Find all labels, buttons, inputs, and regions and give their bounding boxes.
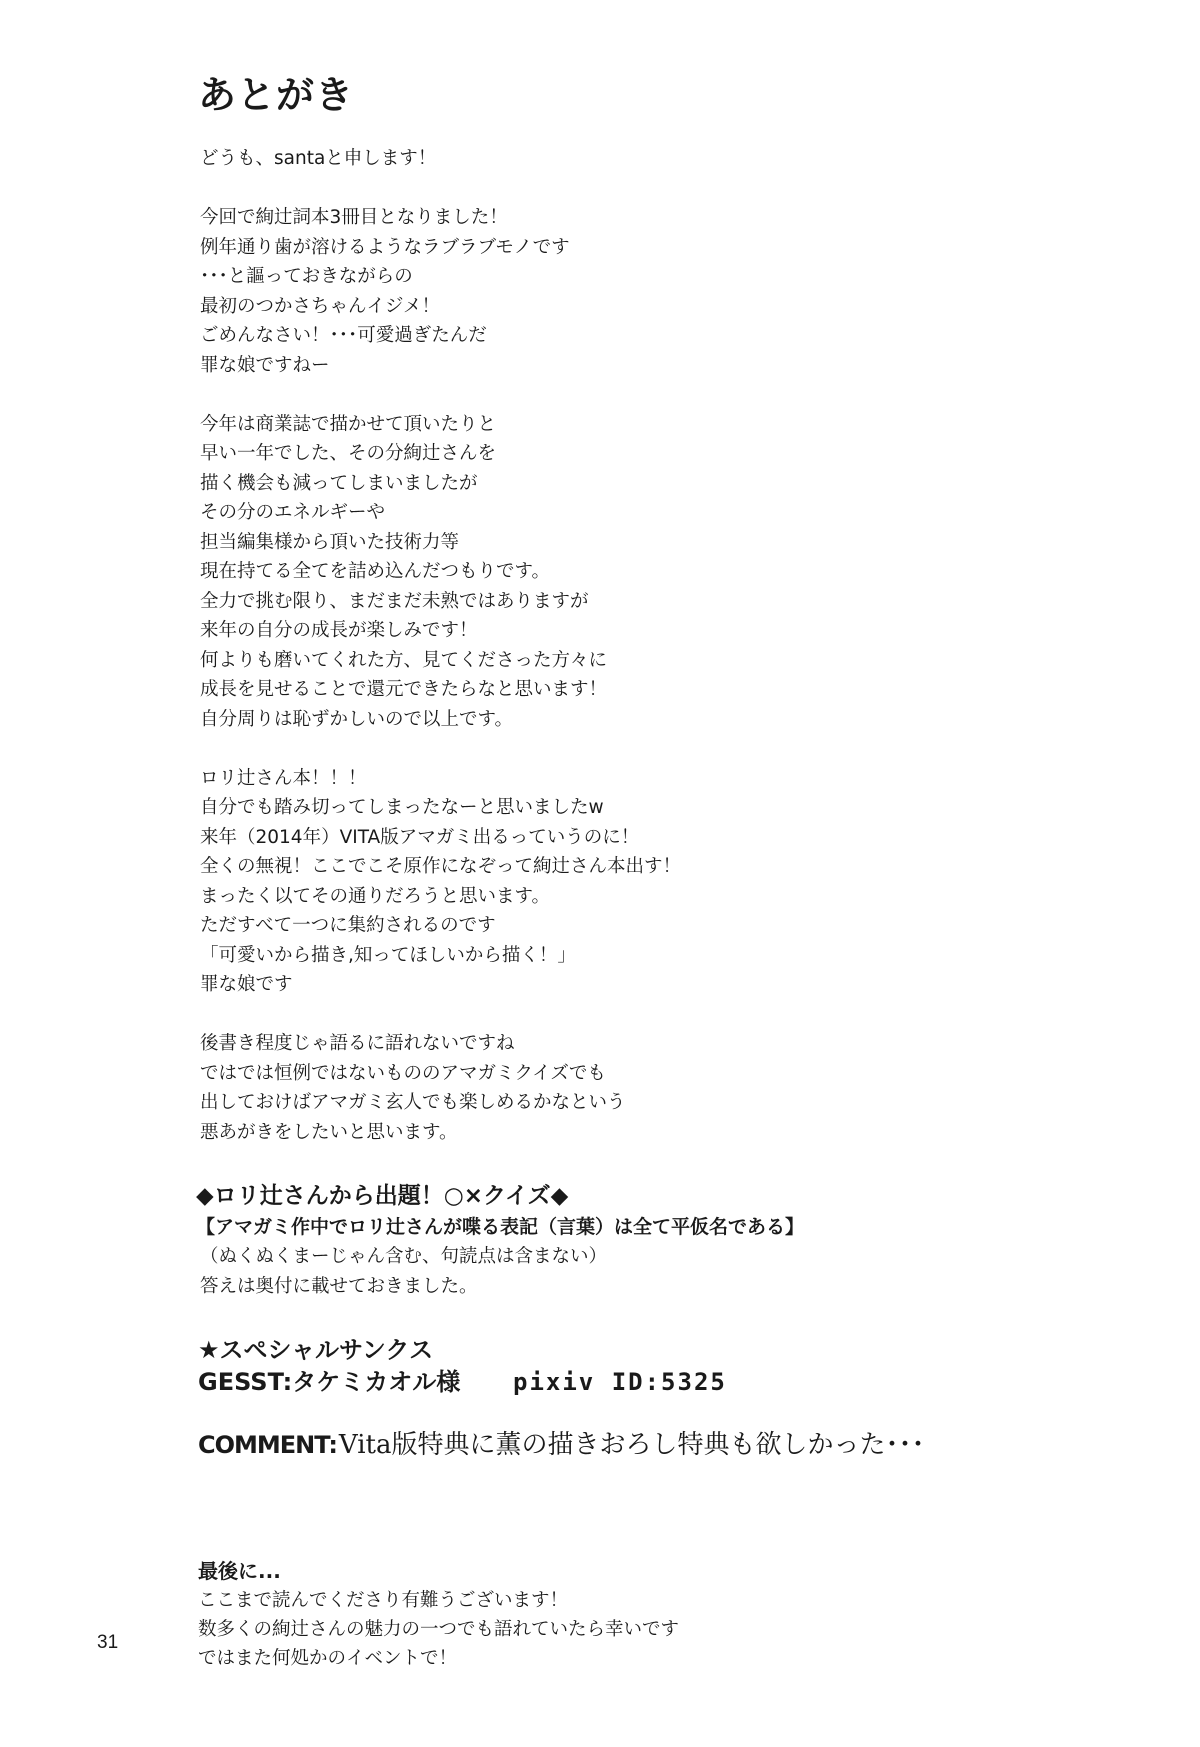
page-number: 31 xyxy=(97,1632,119,1653)
special-thanks-section xyxy=(198,1334,1098,1398)
guest-name: GESST:タケミカオル様 xyxy=(198,1368,461,1396)
body-line: 来年の自分の成長が楽しみです！ xyxy=(200,620,478,641)
closing-line: 数多くの絢辻さんの魅力の一つでも語れていたら幸いです xyxy=(198,1619,680,1640)
quiz-note: （ぬくぬくまーじゃん含む、句読点は含まない） xyxy=(200,1246,608,1267)
quiz-heading: ◆ロリ辻さんから出題！○×クイズ◆ xyxy=(196,1183,569,1209)
closing-section xyxy=(198,1556,1098,1673)
body-line: 出しておけばアマガミ玄人でも楽しめるかなという xyxy=(200,1092,626,1113)
closing-heading: 最後に... xyxy=(198,1559,281,1583)
body-line: ･･･と謳っておきながらの xyxy=(200,266,413,287)
body-line: 何よりも磨いてくれた方、見てくださった方々に xyxy=(200,649,608,671)
afterword-body xyxy=(200,144,1100,1147)
body-line: 描く機会も減ってしまいましたが xyxy=(200,472,478,494)
closing-line: ここまで読んでくださり有難うございます！ xyxy=(198,1590,569,1611)
body-line: 今回で絢辻詞本3冊目となりました！ xyxy=(200,207,508,228)
quiz-section xyxy=(196,1180,1096,1302)
body-line: 自分周りは恥ずかしいので以上です。 xyxy=(200,708,514,730)
body-line: 罪な娘ですねー xyxy=(200,354,330,376)
body-line: 全くの無視！ここでこそ原作になぞって絢辻さん本出す！ xyxy=(200,856,682,877)
body-line: 最初のつかさちゃんイジメ！ xyxy=(200,295,440,317)
comment-label: COMMENT: xyxy=(198,1431,337,1459)
body-line: ごめんなさい！･･･可愛過ぎたんだ xyxy=(200,325,487,346)
body-line: まったく以てその通りだろうと思います。 xyxy=(200,885,551,907)
guest-credit xyxy=(198,1366,1098,1398)
body-line: ではでは恒例ではないもののアマガミクイズでも xyxy=(200,1062,606,1084)
paragraph-gap xyxy=(200,1000,1100,1030)
body-line: 来年（2014年）VITA版アマガミ出るっていうのに！ xyxy=(200,826,640,848)
quiz-statement: 【アマガミ作中でロリ辻さんが喋る表記（言葉）は全て平仮名である】 xyxy=(196,1216,805,1238)
body-line: ただすべて一つに集約されるのです xyxy=(200,915,496,936)
body-line: 後書き程度じゃ語るに語れないですね xyxy=(200,1033,515,1054)
body-line: 早い一年でした、その分絢辻さんを xyxy=(200,443,497,464)
paragraph-gap xyxy=(200,734,1100,764)
body-line: 例年通り歯が溶けるようなラブラブモノです xyxy=(200,236,570,258)
body-line: ロリ辻さん本！！！ xyxy=(200,767,367,789)
quiz-answer-note: 答えは奥付に載せておきました。 xyxy=(200,1276,478,1297)
special-thanks-heading: ★スペシャルサンクス xyxy=(198,1336,434,1364)
body-line: 現在持てる全てを詰め込んだつもりです。 xyxy=(200,561,551,582)
pixiv-id: pixiv ID:5325 xyxy=(513,1368,727,1396)
paragraph-gap xyxy=(200,380,1100,410)
paragraph-gap xyxy=(200,174,1100,204)
body-line: 今年は商業誌で描かせて頂いたりと xyxy=(200,413,497,435)
comment-text: Vita版特典に薫の描きおろし特典も欲しかった･･･ xyxy=(338,1430,925,1460)
body-line: 担当編集様から頂いた技術力等 xyxy=(200,531,460,553)
body-line: 自分でも踏み切ってしまったなーと思いましたw xyxy=(200,797,604,818)
body-line: どうも、santaと申します！ xyxy=(200,148,437,169)
body-line: 成長を見せることで還元できたらなと思います！ xyxy=(200,679,608,700)
closing-line: ではまた何処かのイベントで！ xyxy=(198,1648,458,1669)
guest-comment xyxy=(198,1424,925,1461)
body-line: 悪あがきをしたいと思います。 xyxy=(200,1121,458,1143)
body-line: 罪な娘です xyxy=(200,974,293,995)
body-line: その分のエネルギーや xyxy=(200,502,386,523)
body-line: 全力で挑む限り、まだまだ未熟ではありますが xyxy=(200,590,589,612)
page-title: あとがき xyxy=(198,73,355,117)
body-line: 「可愛いから描き,知ってほしいから描く！」 xyxy=(200,944,576,966)
